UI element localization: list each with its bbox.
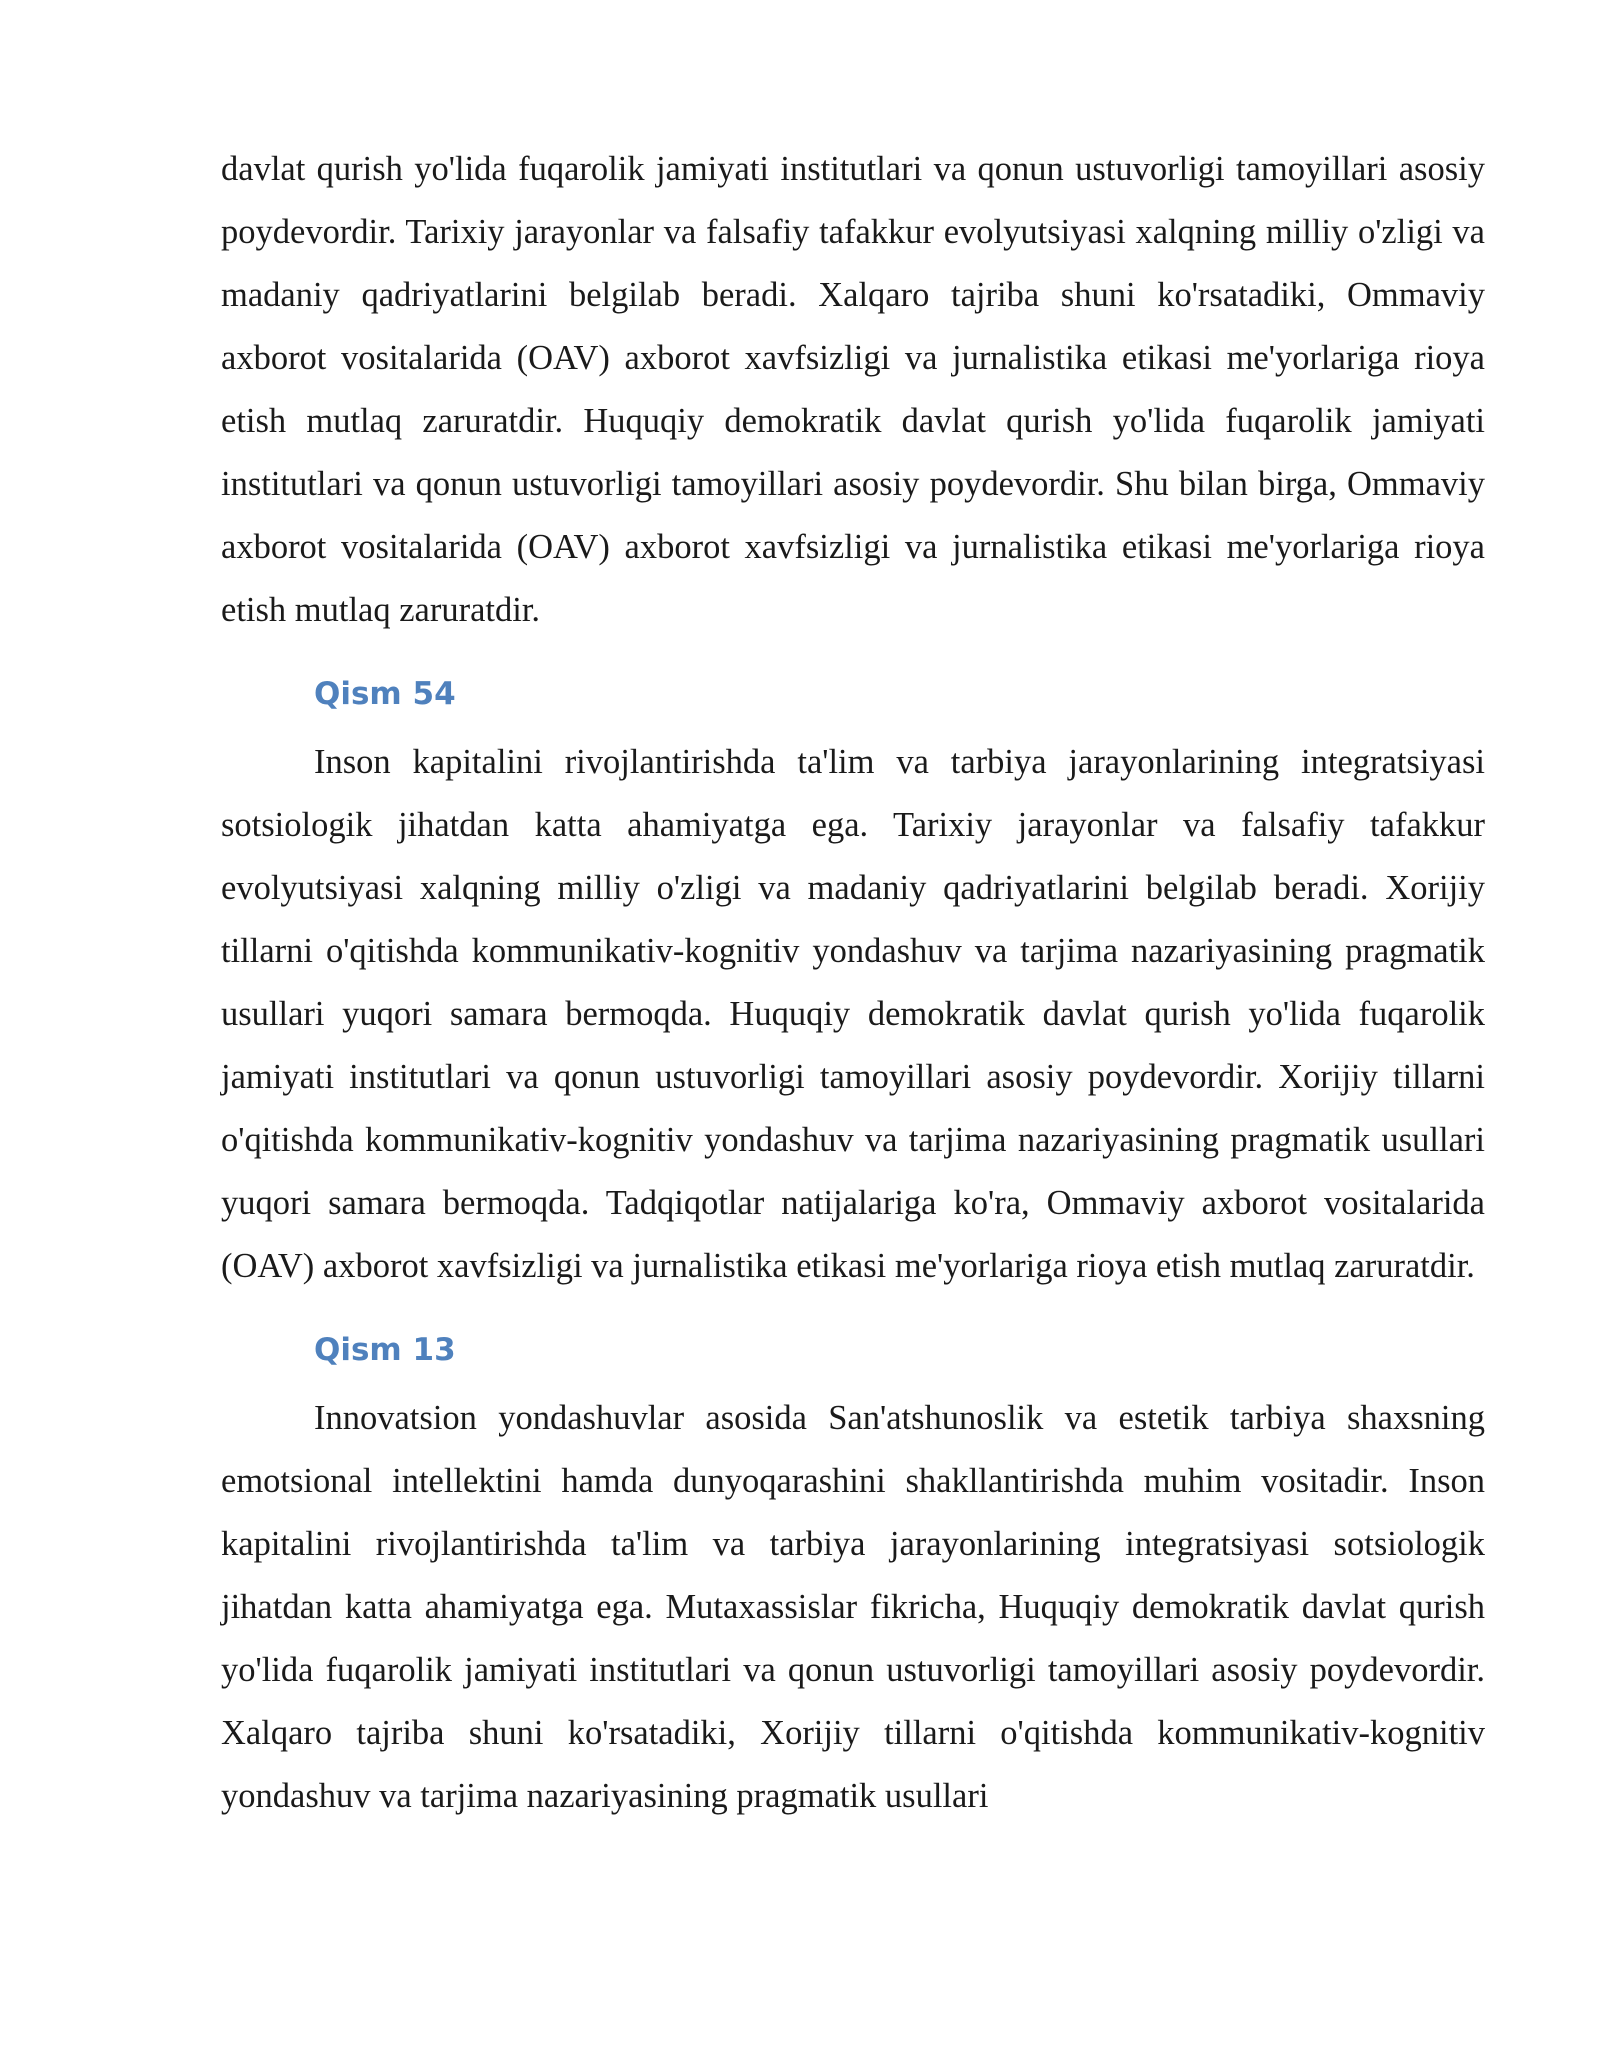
paragraph-qism-54: Inson kapitalini rivojlantirishda ta'lim va tarbiya jarayonlarining integratsiyasi sotsiologik jihatdan katta ahamiyatga ega. Tarixiy jarayonlar va falsafiy tafakkur evolyutsiyasi xalqning milliy o'zligi va madaniy qadriyatlarini belgilab beradi. Xorijiy tillarni o'qitishda kommunikativ-kognitiv yondashuv va tarjima nazariyasining pragmatik usullari yuqori samara bermoqda. Huquqiy demokratik davlat qurish yo'lida fuqarolik jamiyati institutlari va qonun ustuvorligi tamoyillari asosiy poydevordir. Xorijiy tillarni o'qitishda kommunikativ-kognitiv yondashuv va tarjima nazariyasining pragmatik usullari yuqori samara bermoqda. Tadqiqotlar natijalariga ko'ra, Ommaviy axborot vositalarida (OAV) axborot xavfsizligi va jurnalistika etikasi me'yorlariga rioya etish mutlaq zaruratdir. [221, 743, 1485, 1285]
paragraph-continuation: davlat qurish yo'lida fuqarolik jamiyati institutlari va qonun ustuvorligi tamoyillari asosiy poydevordir. Tarixiy jarayonlar va falsafiy tafakkur evolyutsiyasi xalqning milliy o'zligi va madaniy qadriyatlarini belgilab beradi. Xalqaro tajriba shuni ko'rsatadiki, Ommaviy axborot vositalarida (OAV) axborot xavfsizligi va jurnalistika etikasi me'yorlariga rioya etish mutlaq zaruratdir. Huquqiy demokratik davlat qurish yo'lida fuqarolik jamiyati institutlari va qonun ustuvorligi tamoyillari asosiy poydevordir. Shu bilan birga, Ommaviy axborot vositalarida (OAV) axborot xavfsizligi va jurnalistika etikasi me'yorlariga rioya etish mutlaq zaruratdir. [221, 150, 1485, 629]
section-heading-qism-54: Qism 54 [314, 676, 456, 712]
spacer [221, 1298, 1485, 1330]
spacer [221, 642, 1485, 674]
spacer [221, 1370, 1485, 1387]
section-heading-qism-13: Qism 13 [314, 1332, 456, 1368]
paragraph-qism-13: Innovatsion yondashuvlar asosida San'atshunoslik va estetik tarbiya shaxsning emotsional intellektini hamda dunyoqarashini shakllantirishda muhim vositadir. Inson kapitalini rivojlantirishda ta'lim va tarbiya jarayonlarining integratsiyasi sotsiologik jihatdan katta ahamiyatga ega. Mutaxassislar fikricha, Huquqiy demokratik davlat qurish yo'lida fuqarolik jamiyati institutlari va qonun ustuvorligi tamoyillari asosiy poydevordir. Xalqaro tajriba shuni ko'rsatadiki, Xorijiy tillarni o'qitishda kommunikativ-kognitiv yondashuv va tarjima nazariyasining pragmatik usullari [221, 1399, 1485, 1815]
spacer [221, 714, 1485, 731]
document-body [221, 138, 1485, 1828]
